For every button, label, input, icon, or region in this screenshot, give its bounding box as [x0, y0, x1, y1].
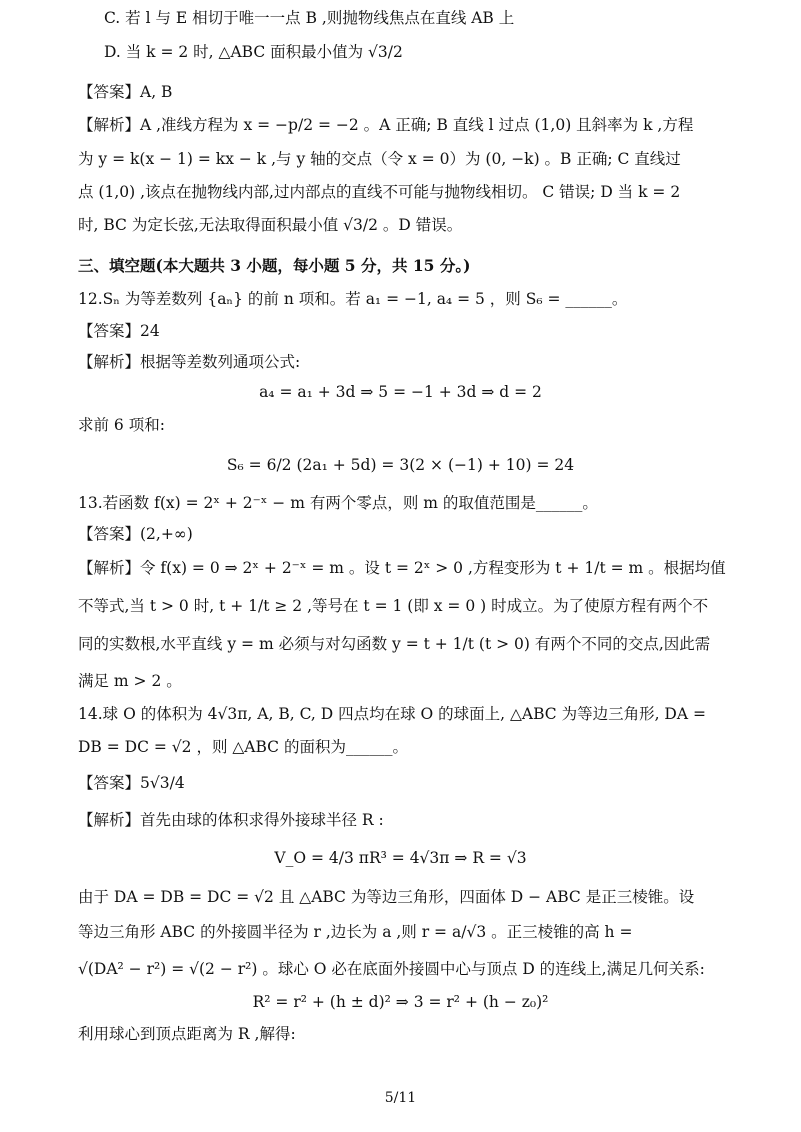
analysis-13-line4: 满足 m > 2 。	[78, 672, 182, 690]
equation-14-1: V_O = 4/3 πR³ = 4√3π ⇒ R = √3	[274, 849, 527, 867]
answer-14: 【答案】5√3/4	[78, 774, 185, 792]
analysis-13-line3: 同的实数根,水平直线 y = m 必须与对勾函数 y = t + 1/t (t > 0) 有两个不同的交点,因此需	[78, 635, 711, 653]
equation-14-2: R² = r² + (h ± d)² ⇒ 3 = r² + (h − z₀)²	[252, 993, 549, 1011]
analysis-14-intro: 【解析】首先由球的体积求得外接球半径 R :	[78, 811, 384, 829]
option-c: C. 若 l 与 E 相切于唯一一点 B ,则抛物线焦点在直线 AB 上	[104, 9, 515, 27]
analysis-14-line3: √(DA² − r²) = √(2 − r²) 。球心 O 必在底面外接圆中心与顶点 D 的连线上,满足几何关系:	[78, 960, 705, 978]
analysis-14-line2: 等边三角形 ABC 的外接圆半径为 r ,边长为 a ,则 r = a/√3 。正三棱锥的高 h =	[78, 923, 633, 941]
question-14-line2: DB = DC = √2 ，则 △ABC 的面积为______。	[78, 738, 408, 756]
answer-11: 【答案】A, B	[78, 83, 173, 101]
section-heading: 三、填空题(本大题共 3 小题，每小题 5 分，共 15 分。)	[78, 256, 471, 275]
option-d: D. 当 k = 2 时, △ABC 面积最小值为 √3/2	[104, 43, 403, 61]
page-number: 5/11	[384, 1090, 417, 1106]
question-13: 13.若函数 f(x) = 2ˣ + 2⁻ˣ − m 有两个零点，则 m 的取值范围是______。	[78, 494, 598, 512]
analysis-14-line1: 由于 DA = DB = DC = √2 且 △ABC 为等边三角形，四面体 D − ABC 是正三棱锥。设	[78, 888, 695, 906]
analysis-14-line4: 利用球心到顶点距离为 R ,解得:	[78, 1025, 296, 1043]
analysis-11-line1: 【解析】A ,准线方程为 x = −p/2 = −2 。A 正确; B 直线 l 过点 (1,0) 且斜率为 k ,方程	[78, 116, 694, 134]
analysis-11-line3: 点 (1,0) ,该点在抛物线内部,过内部点的直线不可能与抛物线相切。 C 错误; D 当 k = 2	[78, 183, 681, 201]
answer-13: 【答案】(2,+∞)	[78, 525, 193, 543]
question-12: 12.Sₙ 为等差数列 {aₙ} 的前 n 项和。若 a₁ = −1, a₄ = 5 ，则 S₆ = ______。	[78, 290, 628, 308]
equation-12-1: a₄ = a₁ + 3d ⇒ 5 = −1 + 3d ⇒ d = 2	[259, 383, 542, 401]
question-14-line1: 14.球 O 的体积为 4√3π, A, B, C, D 四点均在球 O 的球面上, △ABC 为等边三角形, DA =	[78, 705, 706, 723]
analysis-11-line4: 时, BC 为定长弦,无法取得面积最小值 √3/2 。D 错误。	[78, 216, 463, 234]
analysis-11-line2: 为 y = k(x − 1) = kx − k ,与 y 轴的交点（令 x = 0）为 (0, −k) 。B 正确; C 直线过	[78, 150, 681, 168]
analysis-12-sum: 求前 6 项和:	[78, 416, 165, 434]
analysis-13-line2: 不等式,当 t > 0 时, t + 1/t ≥ 2 ,等号在 t = 1 (即 x = 0 ) 时成立。为了使原方程有两个不	[78, 597, 709, 615]
analysis-13-line1: 【解析】令 f(x) = 0 ⇒ 2ˣ + 2⁻ˣ = m 。设 t = 2ˣ > 0 ,方程变形为 t + 1/t = m 。根据均值	[78, 559, 726, 577]
analysis-12-intro: 【解析】根据等差数列通项公式:	[78, 353, 301, 371]
equation-12-2: S₆ = 6/2 (2a₁ + 5d) = 3(2 × (−1) + 10) = 24	[226, 456, 575, 474]
answer-12: 【答案】24	[78, 322, 160, 340]
